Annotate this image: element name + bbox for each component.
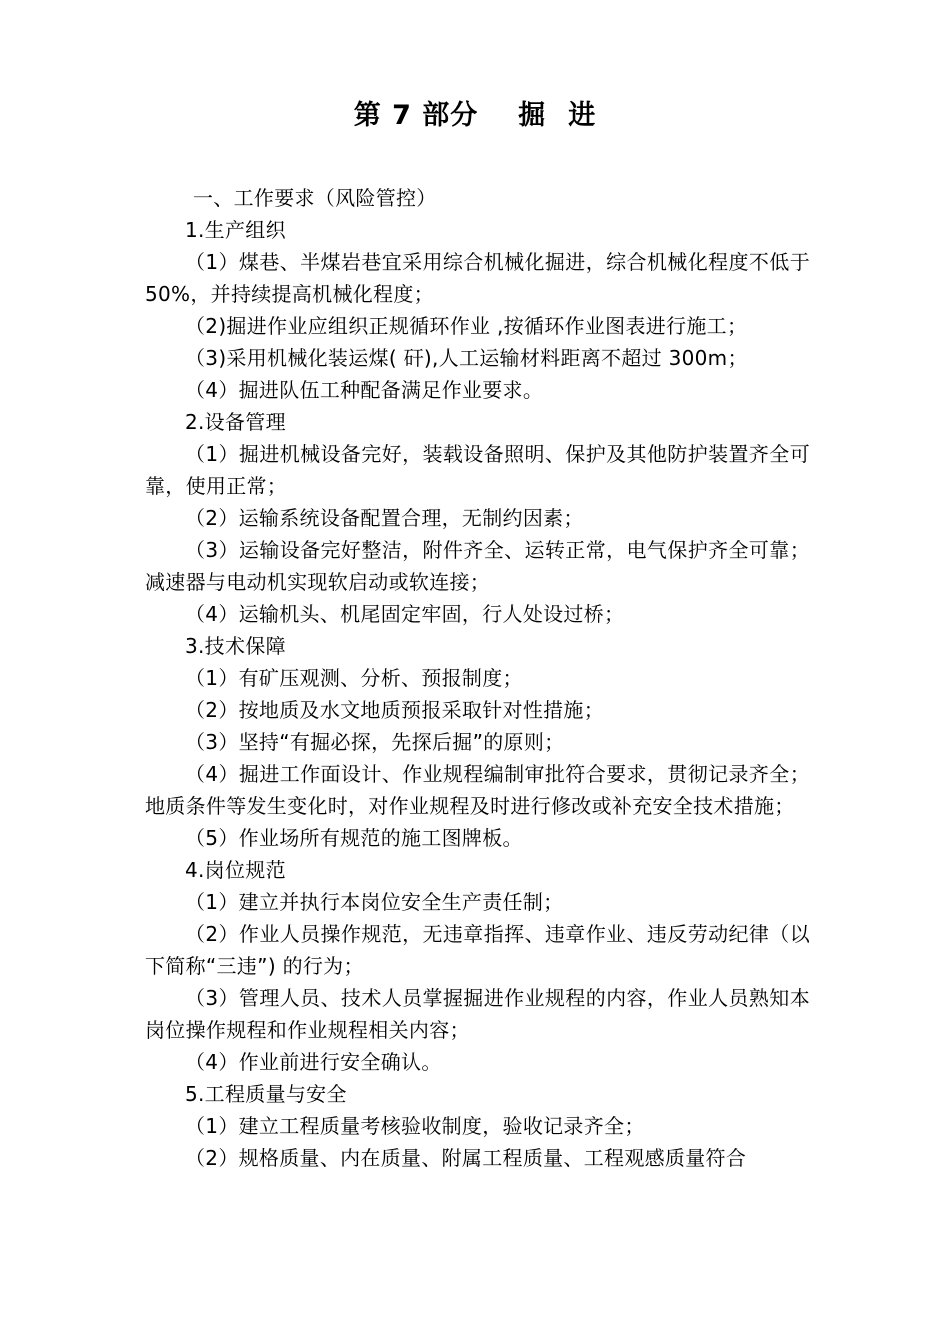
- title-part: 第 7 部分: [353, 100, 479, 131]
- paragraph: （5）作业场所有规范的施工图牌板。: [185, 826, 523, 850]
- subsection-heading: 3.技术保障: [185, 634, 286, 658]
- page-title: [0, 96, 950, 136]
- paragraph: （3）运输设备完好整洁，附件齐全、运转正常，电气保护齐全可靠；减速器与电动机实现软启动或软连接；: [145, 538, 810, 594]
- subsection-heading: 1.生产组织: [185, 218, 286, 242]
- title-word-2: 进: [568, 100, 597, 131]
- paragraph: （4）掘进队伍工种配备满足作业要求。: [185, 378, 544, 402]
- paragraph: （1）煤巷、半煤岩巷宜采用综合机械化掘进，综合机械化程度不低于 50%，并持续提高机械化程度；: [145, 250, 810, 306]
- paragraph: （3)采用机械化装运煤( 矸),人工运输材料距离不超过 300m；: [185, 346, 748, 370]
- paragraph: （2)掘进作业应组织正规循环作业 ,按循环作业图表进行施工；: [185, 314, 748, 338]
- paragraph: （4）运输机头、机尾固定牢固，行人处设过桥；: [185, 602, 625, 626]
- paragraph: （1）建立工程质量考核验收制度，验收记录齐全；: [185, 1114, 645, 1138]
- document-body: [145, 182, 810, 1174]
- title-word-1: 掘: [518, 100, 547, 131]
- paragraph: （4）作业前进行安全确认。: [185, 1050, 442, 1074]
- paragraph: （4）掘进工作面设计、作业规程编制审批符合要求，贯彻记录齐全；地质条件等发生变化时，对作业规程及时进行修改或补充安全技术措施；: [145, 762, 810, 818]
- paragraph: （1）建立并执行本岗位安全生产责任制；: [185, 890, 564, 914]
- subsection-heading: 2.设备管理: [185, 410, 286, 434]
- paragraph: （3）坚持“有掘必探，先探后掘”的原则；: [185, 730, 565, 754]
- paragraph: （2）运输系统设备配置合理，无制约因素；: [185, 506, 584, 530]
- paragraph: （1）有矿压观测、分析、预报制度；: [185, 666, 523, 690]
- paragraph: （1）掘进机械设备完好，装载设备照明、保护及其他防护装置齐全可靠，使用正常；: [145, 442, 810, 498]
- subsection-heading: 5.工程质量与安全: [185, 1082, 347, 1106]
- subsection-heading: 4.岗位规范: [185, 858, 286, 882]
- paragraph: （2）作业人员操作规范，无违章指挥、违章作业、违反劳动纪律（以下简称“三违”) 的行为；: [145, 922, 810, 978]
- paragraph: （3）管理人员、技术人员掌握掘进作业规程的内容，作业人员熟知本岗位操作规程和作业规程相关内容；: [145, 986, 810, 1042]
- paragraph: （2）按地质及水文地质预报采取针对性措施；: [185, 698, 605, 722]
- paragraph: （2）规格质量、内在质量、附属工程质量、工程观感质量符合: [185, 1146, 747, 1170]
- section-heading: 一、工作要求（风险管控）: [193, 186, 437, 210]
